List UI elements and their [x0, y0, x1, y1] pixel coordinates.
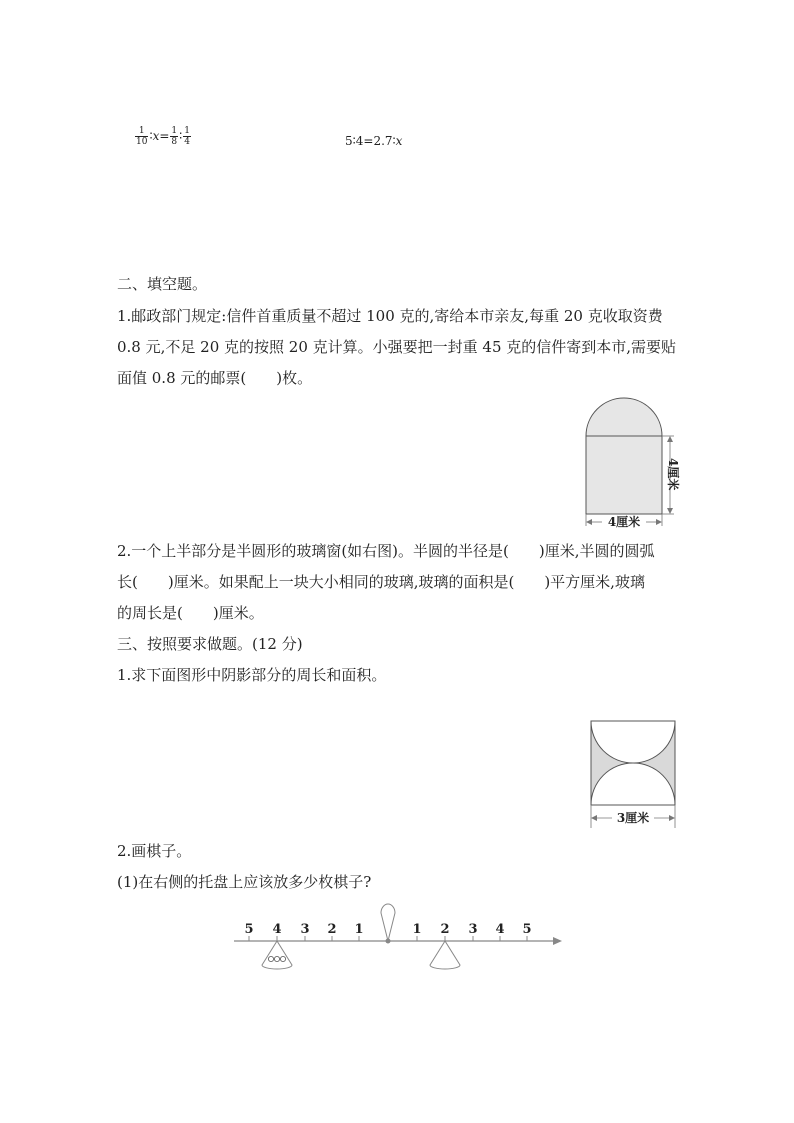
- tick-label-right-2: 2: [440, 922, 450, 937]
- tick-label-right-1: 1: [412, 922, 422, 937]
- equation-2: 5∶4=2.7∶x: [345, 134, 403, 148]
- section-2-title: 二、填空题。: [117, 275, 208, 293]
- chess-piece: [268, 956, 273, 961]
- equation-1: $\frac{1}{10}$ ∶x= $\frac{1}{8}$ ∶ $\frac{1}{4}$: [136, 126, 191, 147]
- section-3-title: 三、按照要求做题。(12 分): [117, 635, 303, 653]
- window-shape: [586, 398, 662, 514]
- tick-label-left-3: 3: [300, 922, 310, 937]
- fraction: $\frac{1}{8}$: [171, 126, 178, 147]
- tick-label-right-5: 5: [522, 922, 532, 937]
- question-2-2-line-2: 长( )厘米。如果配上一块大小相同的玻璃,玻璃的面积是( )平方厘米,玻璃: [117, 573, 645, 591]
- width-label: 4厘米: [607, 515, 641, 529]
- chess-pieces: [268, 956, 285, 961]
- question-2-2-line-3: 的周长是( )厘米。: [117, 604, 264, 622]
- tick-label-right-3: 3: [468, 922, 478, 937]
- tick-label-left-5: 5: [244, 922, 254, 937]
- question-3-2: 2.画棋子。: [117, 842, 192, 860]
- question-2-1-line-1: 1.邮政部门规定:信件首重质量不超过 100 克的,寄给本市亲友,每重 20 克收取资费: [117, 307, 663, 325]
- left-tray: [262, 941, 292, 969]
- height-label: 4厘米: [666, 458, 680, 491]
- question-2-1-line-3: 面值 0.8 元的邮票( )枚。: [117, 369, 313, 387]
- right-tray: [430, 941, 460, 969]
- question-2-1-line-2: 0.8 元,不足 20 克的按照 20 克计算。小强要把一封重 45 克的信件寄到本市,需要贴: [117, 338, 677, 356]
- fraction: $\frac{1}{4}$: [184, 126, 191, 147]
- tick-label-left-4: 4: [272, 922, 282, 937]
- chess-piece: [274, 956, 279, 961]
- question-2-2-line-1: 2.一个上半部分是半圆形的玻璃窗(如右图)。半圆的半径是( )厘米,半圆的圆弧: [117, 542, 655, 560]
- tick-label-left-2: 2: [327, 922, 337, 937]
- shaded-square-figure: [586, 716, 686, 832]
- width-label: 3厘米: [616, 811, 650, 825]
- arrow-icon: [553, 937, 562, 945]
- pointer-icon: [381, 904, 395, 941]
- window-figure: [578, 392, 688, 532]
- question-3-2-sub-1: (1)在右侧的托盘上应该放多少枚棋子?: [117, 873, 372, 891]
- tick-label-left-1: 1: [354, 922, 364, 937]
- question-3-1: 1.求下面图形中阴影部分的周长和面积。: [117, 666, 387, 684]
- fraction: $\frac{1}{10}$: [136, 126, 148, 147]
- tick-label-right-4: 4: [495, 922, 505, 937]
- chess-piece: [280, 956, 285, 961]
- balance-diagram: [228, 895, 568, 975]
